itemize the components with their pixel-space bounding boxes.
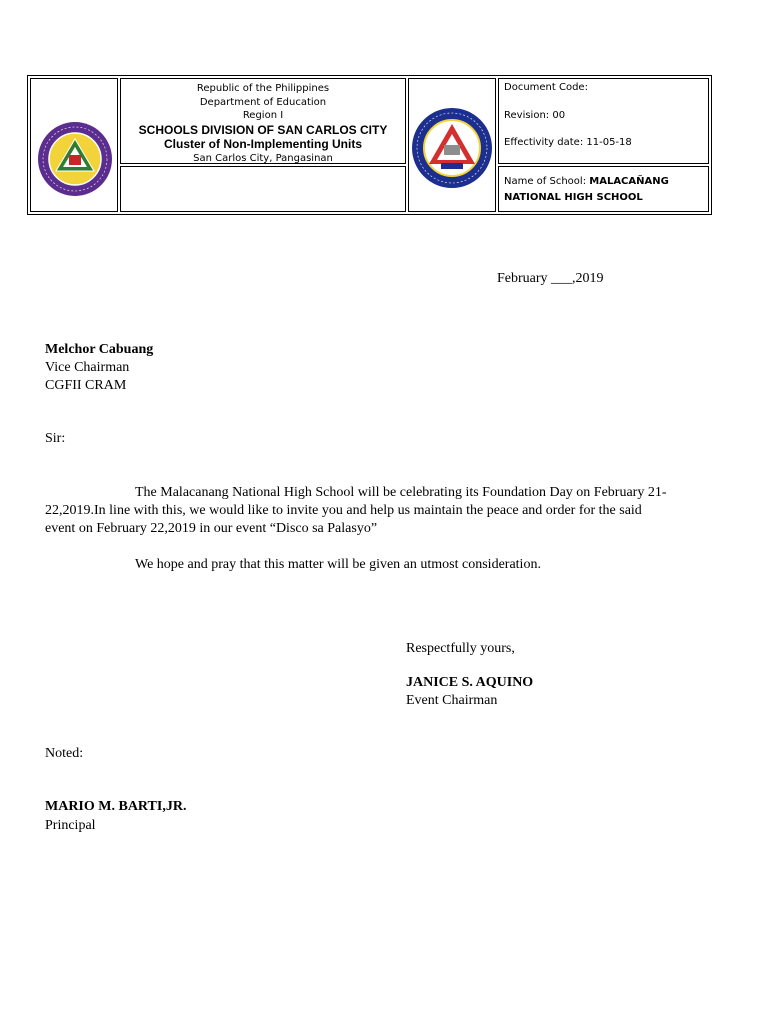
effectivity-date: Effectivity date: 11-05-18 [504, 137, 632, 148]
division-seal-icon [37, 121, 113, 197]
document-code: Document Code: [504, 82, 588, 93]
cluster-title: Cluster of Non-Implementing Units [164, 137, 362, 151]
paragraph1-line1: The Malacanang National High School will be celebrating its Foundation Day on February 21- [135, 485, 667, 500]
region-line: Region I [242, 110, 284, 121]
noted-label: Noted: [45, 746, 84, 761]
recipient-org: CGFII CRAM [45, 378, 127, 393]
signer-name: JANICE S. AQUINO [406, 675, 534, 690]
right-logo-cell [408, 78, 496, 212]
city-line: San Carlos City, Pangasinan [193, 152, 333, 164]
republic-line: Republic of the Philippines [196, 83, 330, 94]
school-label: Name of School: [504, 176, 590, 187]
school-seal-icon [411, 107, 493, 189]
header-table [27, 75, 712, 215]
division-title: SCHOOLS DIVISION OF SAN CARLOS CITY [138, 122, 388, 137]
paragraph1-line3: event on February 22,2019 in our event “Disco sa Palasyo” [45, 521, 378, 536]
header-center-cell [120, 78, 406, 164]
recipient-name: Melchor Cabuang [45, 342, 154, 357]
department-line: Department of Education [199, 96, 327, 108]
document-info-cell [498, 78, 709, 164]
header-center-empty-cell [120, 166, 406, 212]
signer-title: Event Chairman [406, 693, 498, 708]
paragraph1-line2: 22,2019.In line with this, we would like to invite you and help us maintain the peace and order for the said [45, 503, 642, 518]
salutation: Sir: [45, 431, 66, 446]
school-name-part2: NATIONAL HIGH SCHOOL [504, 192, 643, 203]
revision: Revision: 00 [504, 110, 566, 121]
paragraph2: We hope and pray that this matter will be given an utmost consideration. [135, 557, 541, 572]
recipient-title: Vice Chairman [45, 360, 130, 375]
closing: Respectfully yours, [406, 641, 515, 656]
letter-date: February ___,2019 [497, 271, 604, 286]
left-logo-cell [30, 78, 118, 212]
noter-name: MARIO M. BARTI,JR. [45, 799, 187, 814]
school-name-line1 [504, 176, 669, 187]
school-name-part1: MALACAÑANG [589, 176, 669, 187]
noter-title: Principal [45, 818, 96, 833]
school-name-cell [498, 166, 709, 212]
